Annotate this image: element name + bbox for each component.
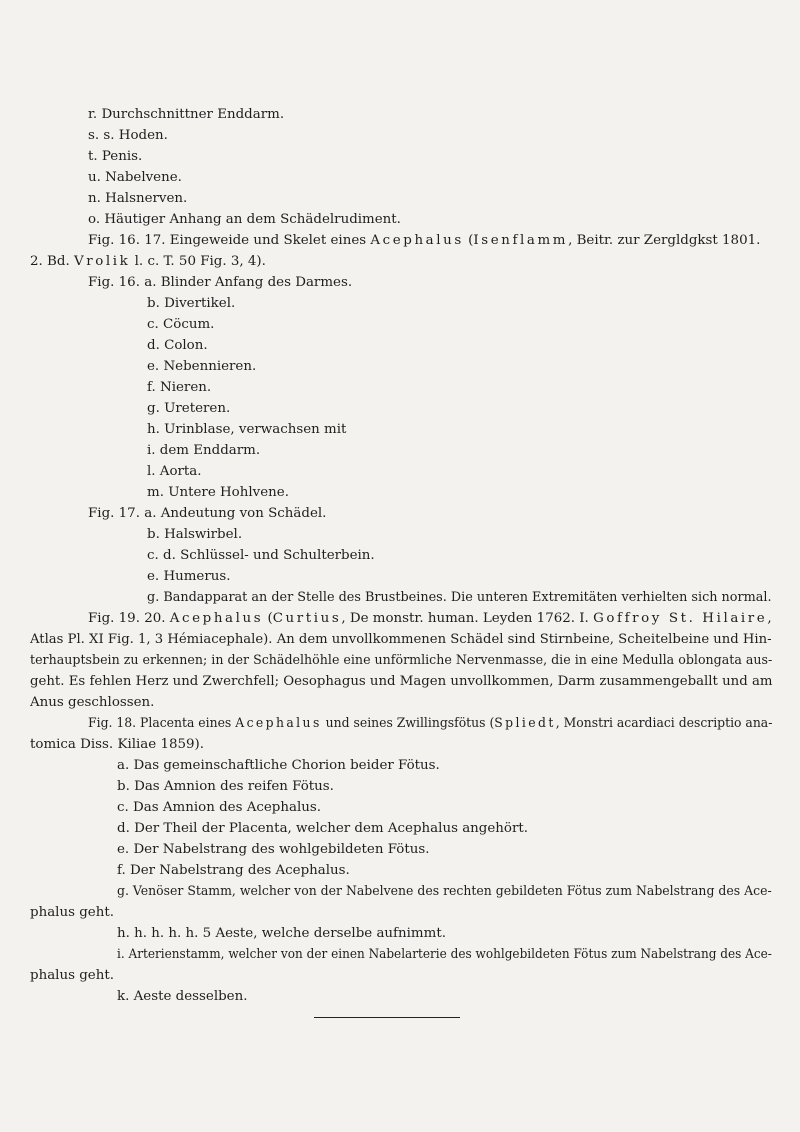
fig-19-20-text-4: Anus geschlossen. bbox=[30, 695, 155, 710]
fig-18-a: a. Das gemeinschaftliche Chorion beider Fötus. bbox=[117, 758, 440, 773]
fig-18-heading: Fig. 18. Placenta eines Acephalus und seines Zwillingsfötus (Spliedt, Monstri acardiaci descriptio ana- bbox=[88, 716, 773, 731]
fig-17-g: g. Bandapparat an der Stelle des Brustbeines. Die unteren Extremitäten verhielten sich normal. bbox=[147, 590, 772, 605]
fig-18-k: k. Aeste desselben. bbox=[117, 989, 248, 1004]
fig-16-17-heading-cont: 2. Bd. Vrolik l. c. T. 50 Fig. 3, 4). bbox=[30, 254, 266, 269]
fig-19-20-heading: Fig. 19. 20. Acephalus (Curtius, De monstr. human. Leyden 1762. I. Goffroy St. Hilaire, bbox=[88, 611, 772, 626]
fig-17-cd: c. d. Schlüssel- und Schulterbein. bbox=[147, 548, 375, 563]
fig-16-h: h. Urinblase, verwachsen mit bbox=[147, 422, 347, 437]
fig-18-c: c. Das Amnion des Acephalus. bbox=[117, 800, 322, 815]
fig-16-17-heading: Fig. 16. 17. Eingeweide und Skelet eines Acephalus (Isenflamm, Beitr. zur Zergldgkst 1801. bbox=[88, 233, 761, 248]
fig-18-h: h. h. h. h. h. 5 Aeste, welche derselbe aufnimmt. bbox=[117, 926, 446, 941]
fig-16-d: d. Colon. bbox=[147, 338, 208, 353]
legend-s: s. s. Hoden. bbox=[88, 128, 168, 143]
fig-17-a: Fig. 17. a. Andeutung von Schädel. bbox=[88, 506, 327, 521]
fig-18-i: i. Arterienstamm, welcher von der einen Nabelarterie des wohlgebildeten Fötus zum Nabelstrang des Ace- bbox=[117, 947, 772, 962]
legend-o: o. Häutiger Anhang an dem Schädelrudiment. bbox=[88, 212, 401, 227]
legend-n: n. Halsnerven. bbox=[88, 191, 188, 206]
fig-16-f: f. Nieren. bbox=[147, 380, 212, 395]
legend-t: t. Penis. bbox=[88, 149, 143, 164]
fig-18-f: f. Der Nabelstrang des Acephalus. bbox=[117, 863, 350, 878]
fig-18-d: d. Der Theil der Placenta, welcher dem Acephalus angehört. bbox=[117, 821, 529, 836]
fig-19-20-text-3: geht. Es fehlen Herz und Zwerchfell; Oesophagus und Magen unvollkommen, Darm zusammengeballt und am bbox=[30, 674, 773, 689]
fig-16-l: l. Aorta. bbox=[147, 464, 202, 479]
fig-17-b: b. Halswirbel. bbox=[147, 527, 243, 542]
fig-16-c: c. Cöcum. bbox=[147, 317, 215, 332]
fig-18-i-cont: phalus geht. bbox=[30, 968, 114, 983]
fig-18-b: b. Das Amnion des reifen Fötus. bbox=[117, 779, 334, 794]
fig-18-e: e. Der Nabelstrang des wohlgebildeten Fötus. bbox=[117, 842, 430, 857]
fig-16-a: Fig. 16. a. Blinder Anfang des Darmes. bbox=[88, 275, 353, 290]
fig-16-e: e. Nebennieren. bbox=[147, 359, 257, 374]
legend-r: r. Durchschnittner Enddarm. bbox=[88, 107, 285, 122]
fig-16-g: g. Ureteren. bbox=[147, 401, 231, 416]
fig-16-b: b. Divertikel. bbox=[147, 296, 236, 311]
legend-u: u. Nabelvene. bbox=[88, 170, 182, 185]
end-rule bbox=[314, 1017, 460, 1018]
fig-16-m: m. Untere Hohlvene. bbox=[147, 485, 289, 500]
fig-19-20-text-1: Atlas Pl. XI Fig. 1, 3 Hémiacephale). An dem unvollkommenen Schädel sind Stirnbeine, Scheitelbeine und Hin- bbox=[30, 632, 772, 647]
fig-18-g: g. Venöser Stamm, welcher von der Nabelvene des rechten gebildeten Fötus zum Nabelstrang des Ace- bbox=[117, 884, 772, 899]
fig-17-e: e. Humerus. bbox=[147, 569, 231, 584]
fig-19-20-text-2: terhauptsbein zu erkennen; in der Schädelhöhle eine unförmliche Nervenmasse, die in eine Medulla oblongata aus- bbox=[30, 653, 773, 668]
fig-16-i: i. dem Enddarm. bbox=[147, 443, 261, 458]
fig-18-g-cont: phalus geht. bbox=[30, 905, 114, 920]
fig-18-heading-cont: tomica Diss. Kiliae 1859). bbox=[30, 737, 205, 752]
